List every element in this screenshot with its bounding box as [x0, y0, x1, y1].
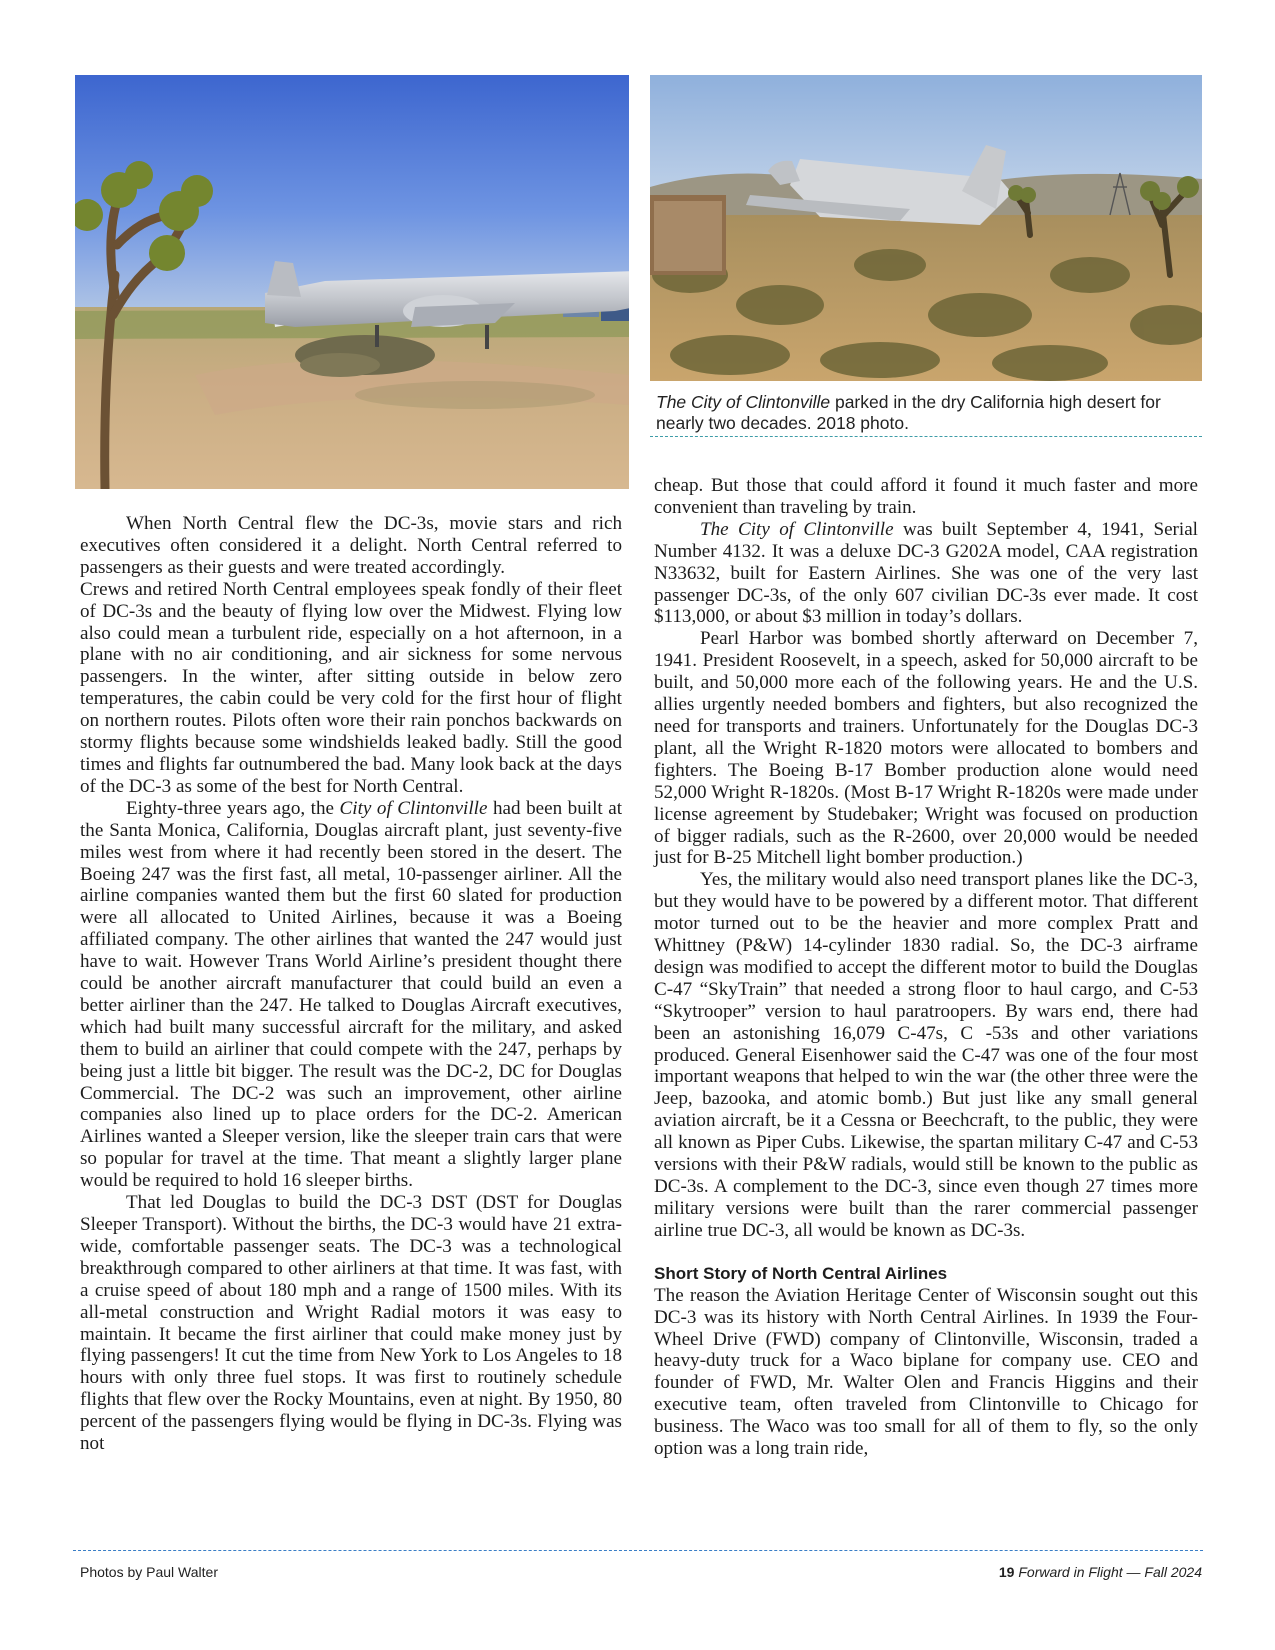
paragraph: cheap. But those that could afford it found it much faster and more convenient than traveling by train. [654, 475, 1198, 518]
paragraph: When North Central flew the DC-3s, movie stars and rich executives often considered it a delight. North Central referred to passengers as their guests and were treated accordingly. [80, 513, 622, 578]
article-column-right [654, 475, 1198, 1460]
paragraph-text: Eighty-three years ago, the [126, 797, 340, 819]
paragraph [80, 798, 622, 1192]
caption-title: The City of Clintonville [656, 392, 831, 412]
page-number: 19 [998, 1564, 1015, 1580]
caption-text: parked in the dry California high desert for nearly two decades. 2018 photo. [656, 392, 1161, 433]
paragraph-text: had been built at the Santa Monica, California, Douglas aircraft plant, just seventy-five miles west from where it had recently been stored in the desert. The Boeing 247 was the first fast, all metal, 10-passenger airliner. All the airline companies wanted them but the first 60 slated for production were all allocated to United Airlines, because it was a Boeing affiliated company. The other airlines that wanted the 247 would just have to wait. However Trans World Airline’s president thought there could be another aircraft manufacturer that could build an even a better airliner than the 247. He talked to Douglas Aircraft executives, which had built many successful aircraft for the military, and asked them to build an airliner that could compete with the 247, perhaps by being just a little bit bigger. The result was the DC-2, DC for Douglas Commercial. The DC-2 was such an improvement, other airline companies also lined up to place orders for the DC-2. American Airlines wanted a Sleeper version, like the sleeper train cars that were so popular for travel at the time. That meant a slightly larger plane would be required to hold 16 sleeper births. [80, 797, 623, 1192]
article-column-left [80, 513, 622, 1455]
paragraph-text: was built September 4, 1941, Serial Number 4132. It was a deluxe DC-3 G202A model, CAA registration N33632, built for Eastern Airlines. She was one of the very last passenger DC-3s, of the only 607 civilian DC-3s ever made. It cost $113,000, or about $3 million in today’s dollars. [654, 518, 1198, 628]
photo-caption [656, 392, 1202, 434]
paragraph: Yes, the military would also need transport planes like the DC-3, but they would have to be powered by a different motor. That different motor turned out to be the heavier and more complex Pratt and Whittney (P&W) 14-cylinder 1830 radial. So, the DC-3 airframe design was modified to accept the different motor to build the Douglas C-47 “SkyTrain” that needed a strong floor to haul cargo, and C-53 “Skytrooper” version to haul paratroopers. By wars end, there had been an astonishing 16,079 C-47s, C -53s and other variations produced. General Eisenhower said the C-47 was one of the four most important weapons that helped to win the war (the other three were the Jeep, bazooka, and atomic bomb.) But just like any small general aviation aircraft, be it a Cessna or Beechcraft, to the public, they were all known as Piper Cubs. Likewise, the spartan military C-47 and C-53 versions with their P&W radials, would still be known to the public as DC-3s. A complement to the DC-3, since even though 27 times more military versions were built than the rarer commercial passenger airline true DC-3, all would be known as DC-3s. [654, 869, 1198, 1241]
photo-dc3-desert-joshua-tree [75, 75, 629, 489]
publication-issue: Forward in Flight — Fall 2024 [1018, 1564, 1202, 1580]
paragraph: The reason the Aviation Heritage Center of Wisconsin sought out this DC-3 was its history with North Central Airlines. In 1939 the Four-Wheel Drive (FWD) company of Clintonville, Wisconsin, traded a heavy-duty truck for a Waco biplane for company use. CEO and founder of FWD, Mr. Walter Olen and Francis Higgins and their executive team, often traveled from Clintonville to Chicago for business. The Waco was too small for all of them to fly, so the only option was a long train ride, [654, 1284, 1198, 1460]
caption-divider [650, 436, 1202, 437]
paragraph [654, 519, 1198, 629]
page-footer [999, 1564, 1202, 1580]
footer-divider [73, 1550, 1203, 1551]
photo-credit: Photos by Paul Walter [80, 1564, 218, 1580]
photo-dc3-high-desert [650, 75, 1202, 381]
ship-name: The City of Clintonville [700, 518, 894, 540]
paragraph: That led Douglas to build the DC-3 DST (DST for Douglas Sleeper Transport). Without the births, the DC-3 would have 21 extra-wide, comfortable passenger seats. The DC-3 was a technological breakthrough compared to other airliners at that time. It was fast, with a cruise speed of about 180 mph and a range of 1500 miles. With its all-metal construction and Wright Radial motors it was easy to maintain. It became the first airliner that could make money just by flying passengers! It cut the time from New York to Los Angeles to 18 hours with only three fuel stops. It was first to routinely schedule flights that flew over the Rocky Mountains, even at night. By 1950, 80 percent of the passengers flying would be flying in DC-3s. Flying was not [80, 1192, 622, 1455]
section-heading: Short Story of North Central Airlines [654, 1263, 948, 1283]
paragraph: Pearl Harbor was bombed shortly afterward on December 7, 1941. President Roosevelt, in a speech, asked for 50,000 aircraft to be built, and 50,000 more each of the following years. He and the U.S. allies urgently needed bombers and fighters, but also recognized the need for transports and trainers. Unfortunately for the Douglas DC-3 plant, all the Wright R-1820 motors were allocated to bombers and fighters. The Boeing B-17 Bomber production alone would need 52,000 Wright R-1820s. (Most B-17 Wright R-1820s were made under license agreement by Studebaker; Wright was focused on production of bigger radials, such as the R-2600, over 20,000 would be needed just for B-25 Mitchell light bomber production.) [654, 628, 1198, 869]
paragraph: Crews and retired North Central employees speak fondly of their fleet of DC-3s and the beauty of flying low over the Midwest. Flying low also could mean a turbulent ride, especially on a hot afternoon, in a plane with no air conditioning, and air sickness for some nervous passengers. In the winter, after sitting outside in below zero temperatures, the cabin could be very cold for the first hour of flight on northern routes. Pilots often wore their rain ponchos backwards on stormy flights because some windshields leaked badly. Still the good times and flights far outnumbered the bad. Many look back at the days of the DC-3 as some of the best for North Central. [80, 578, 622, 797]
ship-name: City of Clintonville [339, 797, 488, 819]
